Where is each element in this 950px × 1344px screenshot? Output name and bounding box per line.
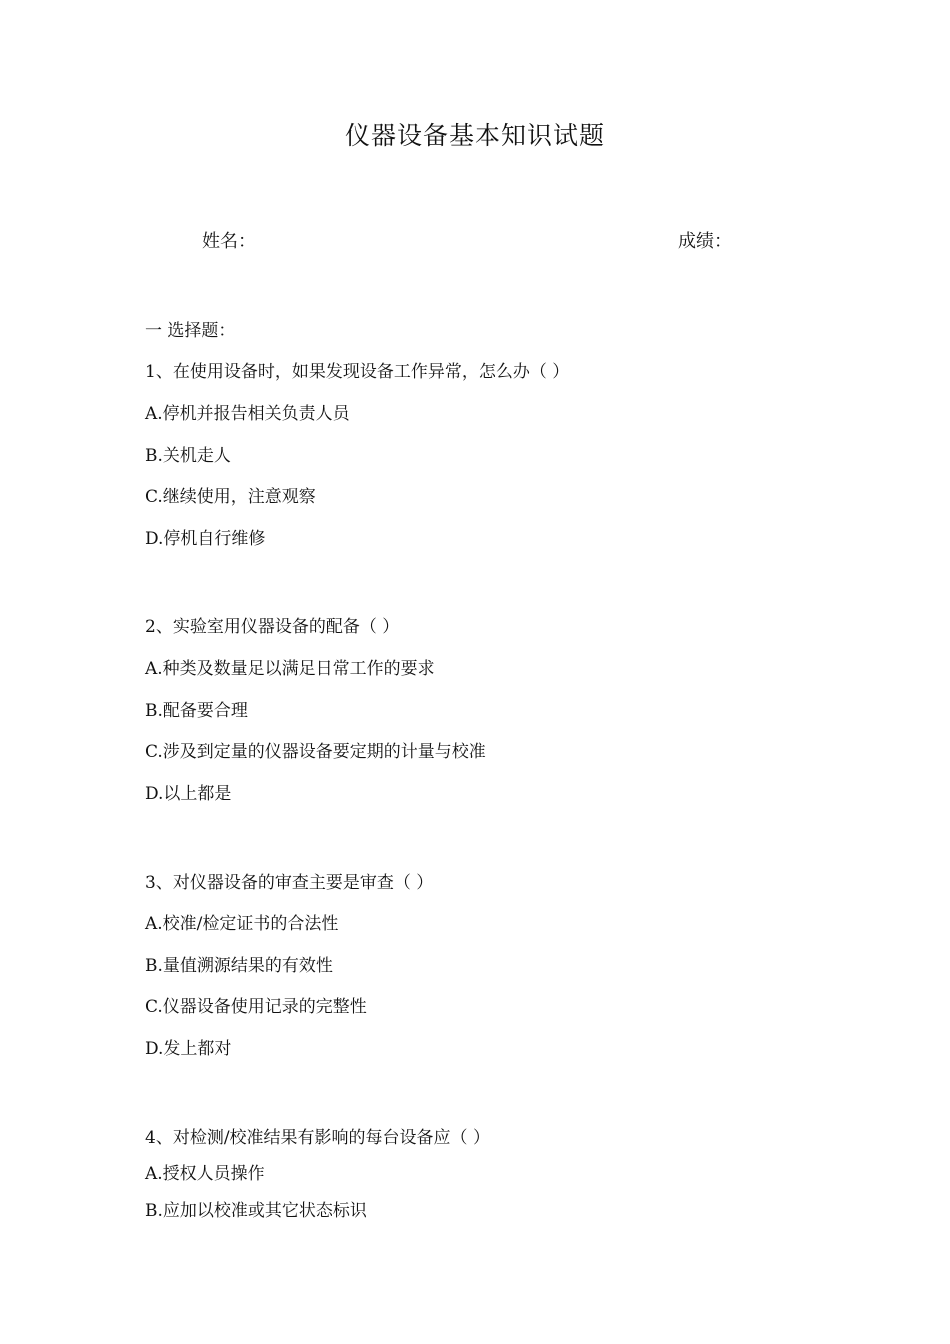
question-2: 2、实验室用仪器设备的配备（ ） [145, 617, 400, 637]
question-1-option-d: D.停机自行维修 [145, 529, 266, 549]
question-2-option-c: C.涉及到定量的仪器设备要定期的计量与校准 [145, 742, 486, 762]
question-3-option-b: B.量值溯源结果的有效性 [145, 956, 333, 976]
question-3: 3、对仪器设备的审查主要是审查（ ） [145, 873, 434, 893]
document-title: 仪器设备基本知识试题 [344, 121, 605, 150]
question-4-option-a: A.授权人员操作 [145, 1164, 265, 1184]
section-heading: 一 选择题： [145, 321, 236, 341]
question-3-option-a: A.校准/检定证书的合法性 [145, 914, 339, 934]
question-1-option-b: B.关机走人 [145, 446, 231, 466]
question-2-option-a: A.种类及数量足以满足日常工作的要求 [145, 659, 435, 679]
question-1-option-c: C.继续使用，注意观察 [145, 487, 316, 507]
name-label: 姓名： [202, 231, 256, 252]
question-1: 1、在使用设备时，如果发现设备工作异常，怎么办（ ） [145, 362, 570, 382]
question-4: 4、对检测/校准结果有影响的每台设备应（ ） [145, 1128, 490, 1148]
question-3-option-c: C.仪器设备使用记录的完整性 [145, 997, 367, 1017]
question-2-option-d: D.以上都是 [145, 784, 232, 804]
question-4-option-b: B.应加以校准或其它状态标识 [145, 1201, 367, 1221]
question-1-option-a: A.停机并报告相关负责人员 [145, 404, 350, 424]
question-3-option-d: D.发上都对 [145, 1039, 232, 1059]
score-label: 成绩： [678, 231, 732, 252]
question-2-option-b: B.配备要合理 [145, 701, 248, 721]
